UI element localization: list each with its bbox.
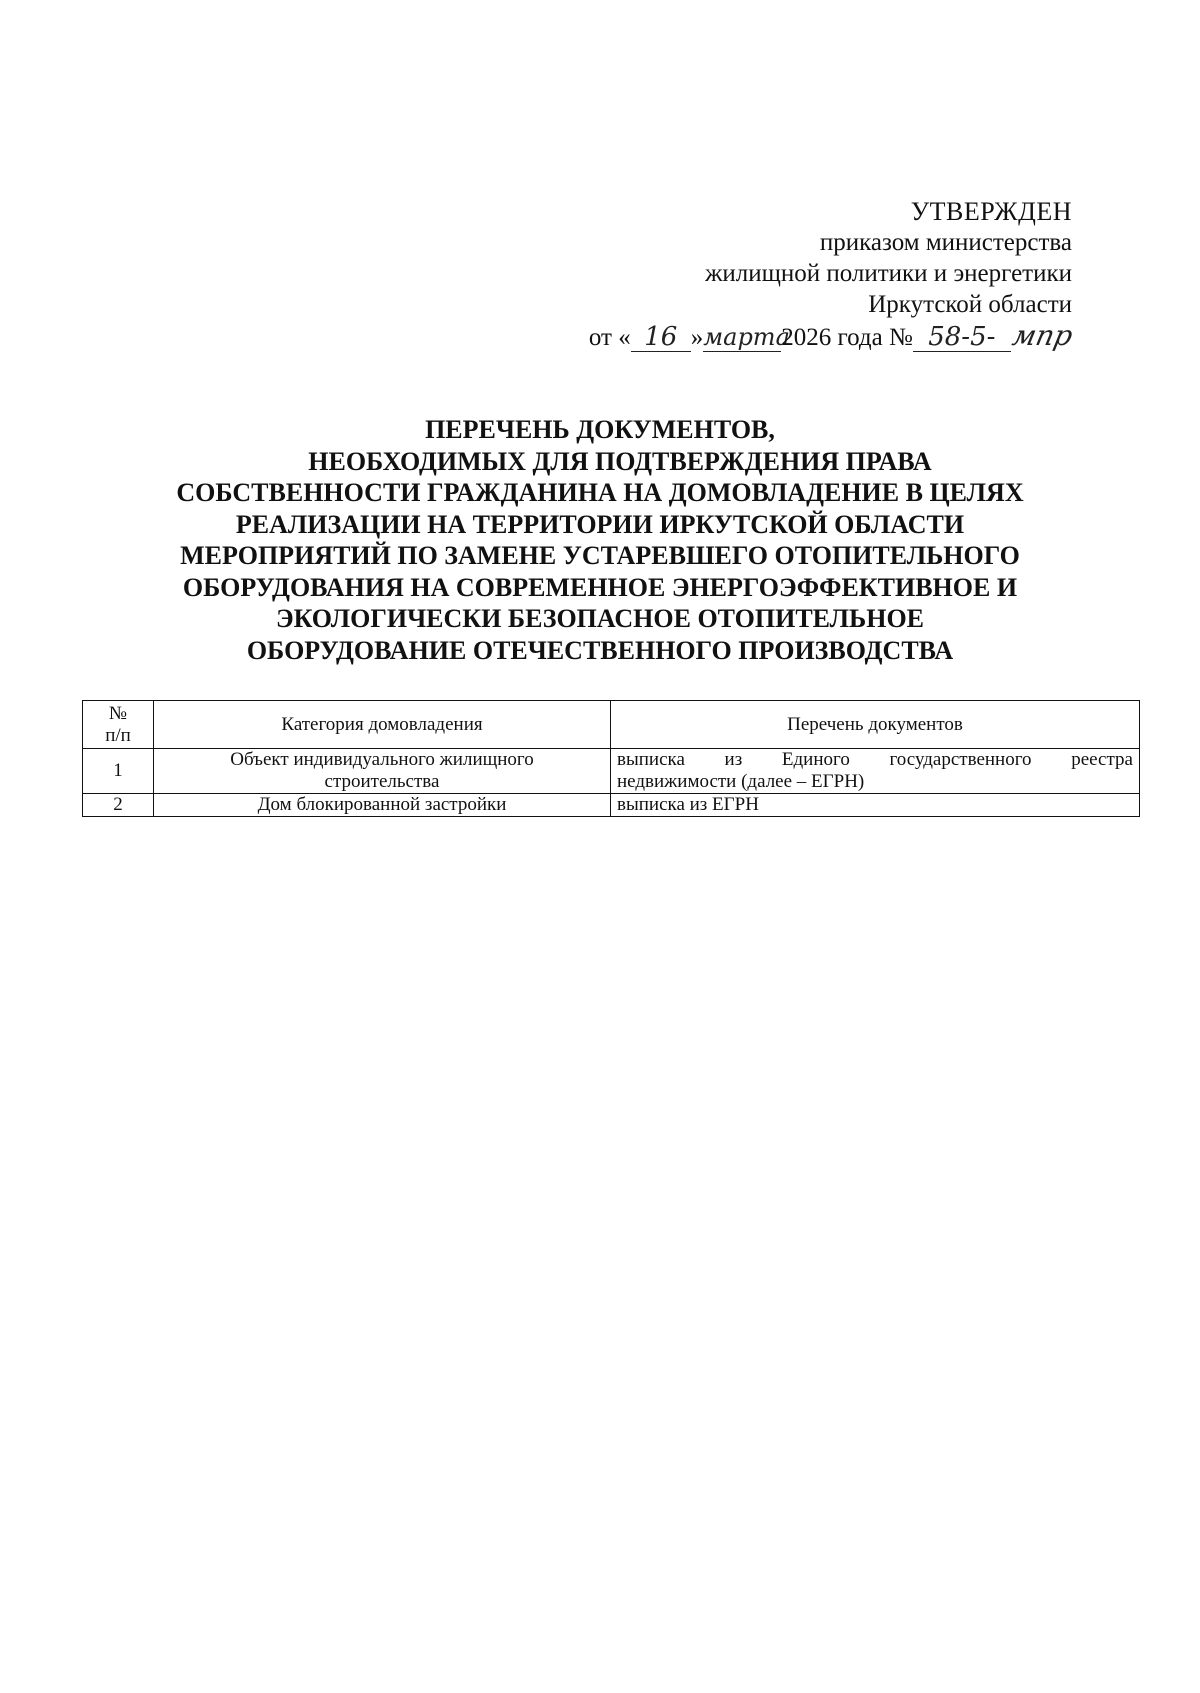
row-number: 2 [83, 794, 154, 817]
row-category-line: Объект индивидуального жилищного [230, 749, 534, 770]
row-documents-line-justified [617, 749, 1133, 771]
doc-word: реестра [1071, 749, 1133, 770]
row-number: 1 [83, 749, 154, 794]
title-line: ОБОРУДОВАНИЕ ОТЕЧЕСТВЕННОГО ПРОИЗВОДСТВА [246, 635, 954, 665]
approval-line-region: Иркутской области [868, 291, 1072, 318]
handwritten-month: марта [703, 323, 790, 351]
handwritten-day: 16 [631, 323, 691, 352]
header-number-sign: № [108, 702, 128, 724]
order-from-label: от « [588, 324, 631, 351]
table-row [83, 794, 1140, 817]
row-category [154, 749, 611, 794]
order-date-number-line [588, 319, 1076, 353]
approval-line-ministry: приказом министерства [819, 229, 1072, 256]
approval-block [588, 196, 1076, 353]
row-documents-line: недвижимости (далее – ЕГРН) [617, 771, 865, 792]
header-category: Категория домовладения [154, 701, 611, 749]
header-documents: Перечень документов [611, 701, 1140, 749]
title-line: ОБОРУДОВАНИЯ НА СОВРЕМЕННОЕ ЭНЕРГОЭФФЕКТИВНОЕ И [182, 572, 1018, 602]
doc-word: Единого [781, 749, 850, 770]
title-line: РЕАЛИЗАЦИИ НА ТЕРРИТОРИИ ИРКУТСКОЙ ОБЛАСТИ [235, 509, 965, 539]
doc-word: государственного [889, 749, 1032, 770]
title-line: МЕРОПРИЯТИЙ ПО ЗАМЕНЕ УСТАРЕВШЕГО ОТОПИТЕЛЬНОГО [180, 541, 1020, 570]
handwritten-order-suffix: мпр [1009, 319, 1076, 352]
header-number [83, 701, 154, 749]
approved-label: УТВЕРЖДЕН [910, 197, 1072, 226]
quote-close: » [690, 324, 704, 351]
title-line: СОБСТВЕННОСТИ ГРАЖДАНИНА НА ДОМОВЛАДЕНИЕ В ЦЕЛЯХ [176, 478, 1024, 507]
row-category-line: строительства [324, 771, 440, 792]
approval-line-policy: жилищной политики и энергетики [705, 260, 1072, 287]
document-title [0, 414, 1200, 666]
documents-table [82, 700, 1140, 817]
table-header-row [83, 701, 1140, 749]
table-row [83, 749, 1140, 794]
handwritten-order-number: 58-5- [913, 323, 1011, 352]
row-documents [611, 749, 1140, 794]
header-number-pp: п/п [105, 724, 131, 746]
title-line: ЭКОЛОГИЧЕСКИ БЕЗОПАСНОЕ ОТОПИТЕЛЬНОЕ [275, 604, 925, 633]
doc-word: выписка [617, 749, 685, 770]
title-line: НЕОБХОДИМЫХ ДЛЯ ПОДТВЕРЖДЕНИЯ ПРАВА [308, 446, 932, 476]
title-line: ПЕРЕЧЕНЬ ДОКУМЕНТОВ, [425, 415, 775, 444]
doc-word: из [724, 749, 743, 770]
row-documents: выписка из ЕГРН [611, 794, 1140, 817]
order-year-label: 2026 года № [781, 324, 913, 351]
row-category: Дом блокированной застройки [154, 794, 611, 817]
